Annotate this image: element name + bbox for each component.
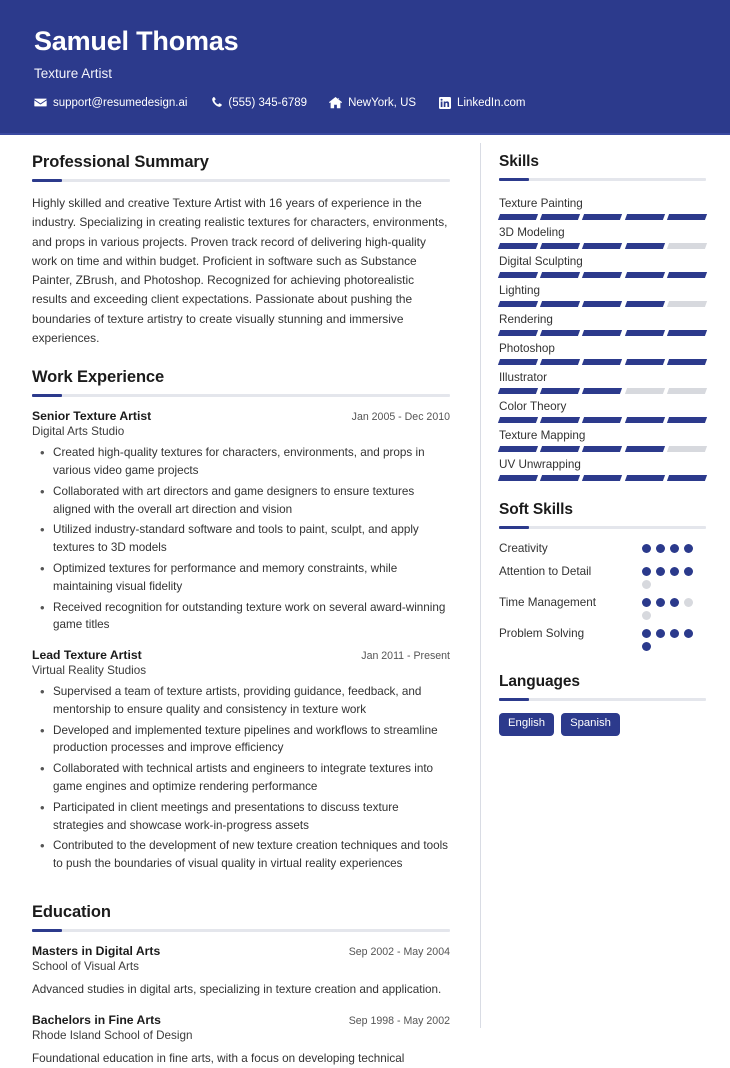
skill-level-segment — [540, 243, 580, 249]
work-entry — [32, 648, 450, 873]
soft-skill-name: Creativity — [499, 542, 548, 556]
section-title-education: Education — [32, 902, 111, 921]
work-bullet: • Optimized textures for performance and memory constraints, while maintaining visual fidelity — [32, 560, 450, 596]
contact-linkedin[interactable] — [438, 96, 525, 109]
section-underline — [499, 526, 706, 529]
skill-item — [499, 396, 706, 423]
skill-level-segment — [582, 446, 622, 452]
skill-level-bar — [499, 243, 706, 249]
resume-header — [0, 0, 730, 135]
contact-email[interactable] — [34, 96, 187, 109]
skill-level-segment — [540, 301, 580, 307]
skill-level-bar — [499, 359, 706, 365]
education-school: Rhode Island School of Design — [32, 1029, 193, 1043]
soft-skill-item — [499, 595, 706, 620]
section-languages — [499, 673, 706, 736]
soft-skill-dot — [656, 629, 665, 638]
skill-level-bar — [499, 417, 706, 423]
section-underline — [32, 179, 450, 182]
skill-item — [499, 280, 706, 307]
skill-level-segment — [667, 243, 707, 249]
skills-list — [499, 193, 706, 481]
soft-skill-dot — [642, 580, 651, 589]
professional-summary-text: Highly skilled and creative Texture Artist with 16 years of experience in the industry. Specializing in creating realistic textures for characters, environments, and props in various projects. Proven track record of delivering high-quality work on time and within budget. Proficient in software such as Substance Painter, ZBrush, and Photoshop. Recognized for achieving photorealistic results and exceeding client expectations. Passionate about pushing the boundaries of texture artistry to create visually stunning and immersive experiences. — [32, 196, 448, 346]
work-bullet: • Contributed to the development of new texture creation techniques and tools to push the boundaries of visual quality in virtual reality experiences — [32, 837, 450, 873]
skill-level-segment — [498, 388, 538, 394]
soft-skill-dot — [656, 567, 665, 576]
skill-item — [499, 425, 706, 452]
skill-level-segment — [625, 475, 665, 481]
skill-level-segment — [582, 214, 622, 220]
section-underline — [32, 394, 450, 397]
soft-skill-dot — [642, 629, 651, 638]
soft-skill-dot — [684, 544, 693, 553]
skill-name: Rendering — [499, 313, 553, 327]
soft-skill-rating — [642, 595, 706, 620]
skill-level-segment — [498, 301, 538, 307]
skill-level-segment — [498, 475, 538, 481]
skill-level-segment — [540, 446, 580, 452]
work-bullet-list — [32, 444, 450, 634]
section-skills — [499, 153, 706, 481]
soft-skill-dot — [670, 629, 679, 638]
skill-level-segment — [667, 272, 707, 278]
work-bullet: • Collaborated with art directors and game designers to ensure textures aligned with the overall art direction and vision — [32, 483, 450, 519]
soft-skill-dot — [684, 629, 693, 638]
skill-level-segment — [498, 330, 538, 336]
skill-level-segment — [498, 272, 538, 278]
skill-level-segment — [625, 243, 665, 249]
work-entry-date: Jan 2005 - Dec 2010 — [351, 411, 450, 424]
skill-level-segment — [667, 475, 707, 481]
skill-item — [499, 367, 706, 394]
skill-level-bar — [499, 214, 706, 220]
section-professional-summary — [32, 153, 450, 348]
resume-body — [0, 135, 730, 1066]
soft-skill-dot — [684, 598, 693, 607]
envelope-icon — [34, 96, 47, 109]
work-entry-date: Jan 2011 - Present — [361, 650, 450, 663]
skill-level-segment — [625, 330, 665, 336]
skill-level-segment — [667, 359, 707, 365]
skill-item — [499, 309, 706, 336]
work-bullet: • Utilized industry-standard software and tools to paint, sculpt, and apply textures to 3D models — [32, 521, 450, 557]
candidate-job-title: Texture Artist — [34, 66, 113, 82]
skill-level-bar — [499, 446, 706, 452]
skill-level-bar — [499, 388, 706, 394]
contact-location[interactable] — [329, 96, 416, 109]
work-bullet: • Created high-quality textures for characters, environments, and props in various video game projects — [32, 444, 450, 480]
soft-skill-dot — [670, 567, 679, 576]
soft-skill-dot — [642, 544, 651, 553]
skill-level-segment — [625, 214, 665, 220]
education-degree: Masters in Digital Arts — [32, 943, 161, 958]
skill-item — [499, 454, 706, 481]
skill-name: Photoshop — [499, 342, 555, 356]
work-entry — [32, 409, 450, 634]
sidebar-column — [481, 135, 730, 1028]
education-entry-header — [32, 1013, 450, 1027]
language-pill[interactable]: Spanish — [561, 713, 620, 736]
education-list — [32, 944, 450, 1068]
skill-level-segment — [540, 475, 580, 481]
skill-level-segment — [625, 301, 665, 307]
section-soft-skills — [499, 501, 706, 651]
language-pill[interactable]: English — [499, 713, 554, 736]
education-date: Sep 2002 - May 2004 — [348, 945, 450, 958]
education-school: School of Visual Arts — [32, 959, 139, 973]
skill-level-segment — [540, 359, 580, 365]
skill-level-segment — [582, 272, 622, 278]
skill-level-segment — [667, 301, 707, 307]
skill-level-segment — [582, 475, 622, 481]
skill-level-segment — [498, 446, 538, 452]
skill-name: 3D Modeling — [499, 226, 565, 240]
work-bullet: • Collaborated with technical artists and engineers to integrate textures into game engines and optimize rendering performance — [32, 760, 450, 796]
soft-skill-dot — [670, 544, 679, 553]
skill-level-segment — [498, 359, 538, 365]
skill-level-segment — [498, 417, 538, 423]
skill-level-bar — [499, 272, 706, 278]
soft-skill-rating — [642, 541, 706, 553]
skill-level-segment — [625, 446, 665, 452]
soft-skill-item — [499, 564, 706, 589]
contact-email-label: support@resumedesign.ai — [53, 96, 188, 109]
skill-item — [499, 251, 706, 278]
skill-item — [499, 193, 706, 220]
soft-skill-dot — [642, 611, 651, 620]
skill-level-segment — [667, 330, 707, 336]
work-bullet: • Supervised a team of texture artists, providing guidance, feedback, and mentorship to ensure quality and consistency in texture work — [32, 683, 450, 719]
skill-level-segment — [540, 272, 580, 278]
skill-level-segment — [582, 330, 622, 336]
section-title-languages: Languages — [499, 673, 580, 691]
skill-level-segment — [540, 214, 580, 220]
soft-skill-name: Attention to Detail — [499, 565, 592, 579]
skill-name: Texture Painting — [499, 197, 583, 211]
soft-skills-list — [499, 541, 706, 651]
work-bullet-list — [32, 683, 450, 873]
skill-level-segment — [582, 243, 622, 249]
soft-skill-dot — [642, 642, 651, 651]
contact-list — [34, 96, 696, 109]
work-bullet: • Received recognition for outstanding texture work on several award-winning game titles — [32, 599, 450, 635]
soft-skill-dot — [642, 567, 651, 576]
skill-level-segment — [625, 388, 665, 394]
skill-name: Color Theory — [499, 400, 567, 414]
education-description: Foundational education in fine arts, with a focus on developing technical — [32, 1052, 405, 1066]
education-entry — [32, 1013, 450, 1068]
contact-linkedin-label: LinkedIn.com — [457, 96, 526, 109]
skill-name: UV Unwrapping — [499, 458, 581, 472]
education-date: Sep 1998 - May 2002 — [348, 1015, 450, 1028]
skill-level-segment — [540, 417, 580, 423]
skill-level-segment — [625, 417, 665, 423]
work-entry-header — [32, 648, 450, 662]
soft-skill-dot — [684, 567, 693, 576]
skill-level-segment — [498, 243, 538, 249]
skill-level-segment — [582, 388, 622, 394]
skill-level-bar — [499, 330, 706, 336]
skill-level-segment — [540, 388, 580, 394]
section-title-skills: Skills — [499, 153, 539, 171]
section-title-soft-skills: Soft Skills — [499, 501, 573, 519]
skill-level-bar — [499, 301, 706, 307]
work-bullet: • Developed and implemented texture pipelines and workflows to streamline production processes and improve efficiency — [32, 722, 450, 758]
phone-icon — [209, 96, 222, 109]
skill-level-segment — [582, 359, 622, 365]
soft-skill-dot — [656, 598, 665, 607]
work-bullet: • Participated in client meetings and presentations to discuss texture strategies and showcase work-in-progress assets — [32, 799, 450, 835]
skill-level-segment — [667, 388, 707, 394]
skill-item — [499, 338, 706, 365]
soft-skill-dot — [642, 598, 651, 607]
skill-name: Lighting — [499, 284, 540, 298]
skill-name: Illustrator — [499, 371, 548, 385]
soft-skill-name: Problem Solving — [499, 627, 585, 641]
candidate-name: Samuel Thomas — [34, 26, 239, 56]
work-entry-role: Senior Texture Artist — [32, 409, 152, 424]
section-education — [32, 903, 450, 1068]
skill-item — [499, 222, 706, 249]
work-entry-header — [32, 409, 450, 423]
skill-name: Texture Mapping — [499, 429, 586, 443]
skill-level-segment — [625, 272, 665, 278]
education-entry-header — [32, 944, 450, 958]
soft-skill-name: Time Management — [499, 596, 597, 610]
skill-level-segment — [498, 214, 538, 220]
skill-level-segment — [540, 330, 580, 336]
skill-level-segment — [667, 446, 707, 452]
contact-phone-label: (555) 345-6789 — [228, 96, 308, 109]
soft-skill-rating — [642, 626, 706, 651]
home-icon — [329, 96, 342, 109]
languages-list — [499, 713, 706, 736]
contact-location-label: NewYork, US — [348, 96, 417, 109]
education-description: Advanced studies in digital arts, specializing in texture creation and application. — [32, 982, 442, 996]
work-entry-role: Lead Texture Artist — [32, 648, 142, 663]
skill-name: Digital Sculpting — [499, 255, 583, 269]
section-title-professional-summary: Professional Summary — [32, 153, 209, 172]
work-experience-list — [32, 409, 450, 873]
section-underline — [32, 929, 450, 932]
skill-level-segment — [582, 417, 622, 423]
skill-level-bar — [499, 475, 706, 481]
contact-phone[interactable] — [209, 96, 307, 109]
skill-level-segment — [582, 301, 622, 307]
education-degree: Bachelors in Fine Arts — [32, 1013, 161, 1028]
soft-skill-item — [499, 541, 706, 558]
section-underline — [499, 178, 706, 181]
work-entry-organization: Virtual Reality Studios — [32, 664, 147, 678]
skill-level-segment — [667, 417, 707, 423]
skill-level-segment — [625, 359, 665, 365]
soft-skill-rating — [642, 564, 706, 589]
soft-skill-item — [499, 626, 706, 651]
soft-skill-dot — [656, 544, 665, 553]
section-work-experience — [32, 368, 450, 873]
linkedin-icon — [438, 96, 451, 109]
section-title-work-experience: Work Experience — [32, 368, 165, 387]
soft-skill-dot — [670, 598, 679, 607]
work-entry-organization: Digital Arts Studio — [32, 425, 125, 439]
skill-level-segment — [667, 214, 707, 220]
main-column — [0, 135, 480, 1066]
section-underline — [499, 698, 706, 701]
education-entry — [32, 944, 450, 999]
